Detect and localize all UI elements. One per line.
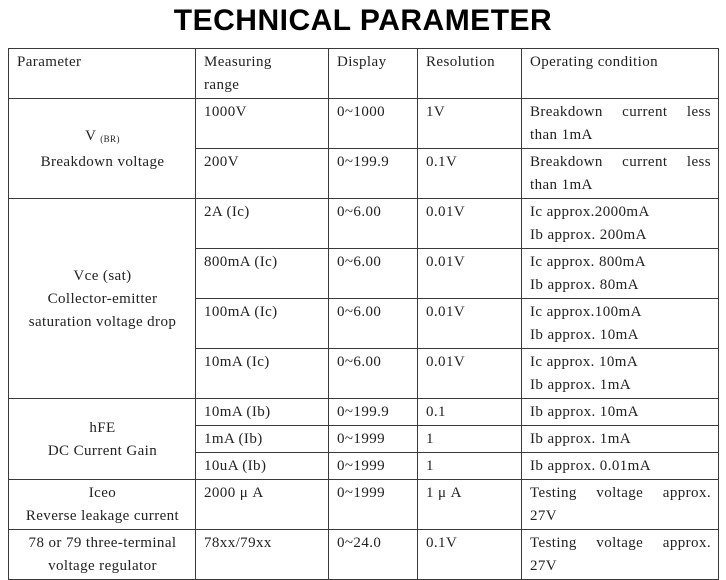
cell-condition: Testing voltage approx. 27V xyxy=(522,530,719,580)
cell-resolution: 1 μ A xyxy=(418,480,522,530)
cell-display: 0~6.00 xyxy=(329,199,418,249)
table-row xyxy=(9,480,719,530)
cell-range: 200V xyxy=(196,149,329,199)
cell-display: 0~1999 xyxy=(329,426,418,453)
table-row xyxy=(9,99,719,149)
cell-range: 1000V xyxy=(196,99,329,149)
header-measuring-range: Measuring range xyxy=(196,49,329,99)
cell-display: 0~6.00 xyxy=(329,299,418,349)
table-header-row xyxy=(9,49,719,99)
param-breakdown-voltage: V $_{(BR)}$ Breakdown voltage xyxy=(9,99,196,199)
cell-resolution: 0.1V xyxy=(418,530,522,580)
cell-range: 78xx/79xx xyxy=(196,530,329,580)
header-resolution: Resolution xyxy=(418,49,522,99)
cell-display: 0~1999 xyxy=(329,480,418,530)
cell-resolution: 0.01V xyxy=(418,349,522,399)
param-hfe: hFE DC Current Gain xyxy=(9,399,196,480)
cell-range: 100mA (Ic) xyxy=(196,299,329,349)
cell-range: 1mA (Ib) xyxy=(196,426,329,453)
cell-condition: Testing voltage approx. 27V xyxy=(522,480,719,530)
cell-condition: Ib approx. 10mA xyxy=(522,399,719,426)
cell-display: 0~1000 xyxy=(329,99,418,149)
technical-parameter-table xyxy=(8,48,719,580)
cell-condition: Ic approx. 800mA Ib approx. 80mA xyxy=(522,249,719,299)
param-voltage-regulator: 78 or 79 three-terminal voltage regulator xyxy=(9,530,196,580)
cell-condition: Ic approx.2000mA Ib approx. 200mA xyxy=(522,199,719,249)
page-title: TECHNICAL PARAMETER xyxy=(173,4,553,37)
cell-display: 0~199.9 xyxy=(329,399,418,426)
cell-resolution: 0.1V xyxy=(418,149,522,199)
cell-display: 0~6.00 xyxy=(329,349,418,399)
cell-resolution: 1 xyxy=(418,426,522,453)
cell-range: 10uA (Ib) xyxy=(196,453,329,480)
cell-condition: Ib approx. 1mA xyxy=(522,426,719,453)
cell-resolution: 0.01V xyxy=(418,199,522,249)
header-operating-condition: Operating condition xyxy=(522,49,719,99)
cell-resolution: 0.1 xyxy=(418,399,522,426)
cell-condition: Ic approx. 10mA Ib approx. 1mA xyxy=(522,349,719,399)
cell-display: 0~24.0 xyxy=(329,530,418,580)
table-row xyxy=(9,399,719,426)
cell-range: 10mA (Ic) xyxy=(196,349,329,399)
header-parameter: Parameter xyxy=(9,49,196,99)
cell-range: 10mA (Ib) xyxy=(196,399,329,426)
cell-display: 0~1999 xyxy=(329,453,418,480)
cell-condition: Ib approx. 0.01mA xyxy=(522,453,719,480)
header-display: Display xyxy=(329,49,418,99)
cell-display: 0~199.9 xyxy=(329,149,418,199)
cell-resolution: 1V xyxy=(418,99,522,149)
cell-condition: Breakdown current less than 1mA xyxy=(522,99,719,149)
table-row xyxy=(9,199,719,249)
param-vce-sat: Vce (sat) Collector-emitter saturation voltage drop xyxy=(9,199,196,399)
cell-range: 2A (Ic) xyxy=(196,199,329,249)
table-row xyxy=(9,530,719,580)
cell-resolution: 1 xyxy=(418,453,522,480)
cell-resolution: 0.01V xyxy=(418,299,522,349)
cell-range: 800mA (Ic) xyxy=(196,249,329,299)
cell-condition: Ic approx.100mA Ib approx. 10mA xyxy=(522,299,719,349)
cell-condition: Breakdown current less than 1mA xyxy=(522,149,719,199)
cell-resolution: 0.01V xyxy=(418,249,522,299)
cell-range: 2000 μ A xyxy=(196,480,329,530)
cell-display: 0~6.00 xyxy=(329,249,418,299)
param-iceo: Iceo Reverse leakage current xyxy=(9,480,196,530)
